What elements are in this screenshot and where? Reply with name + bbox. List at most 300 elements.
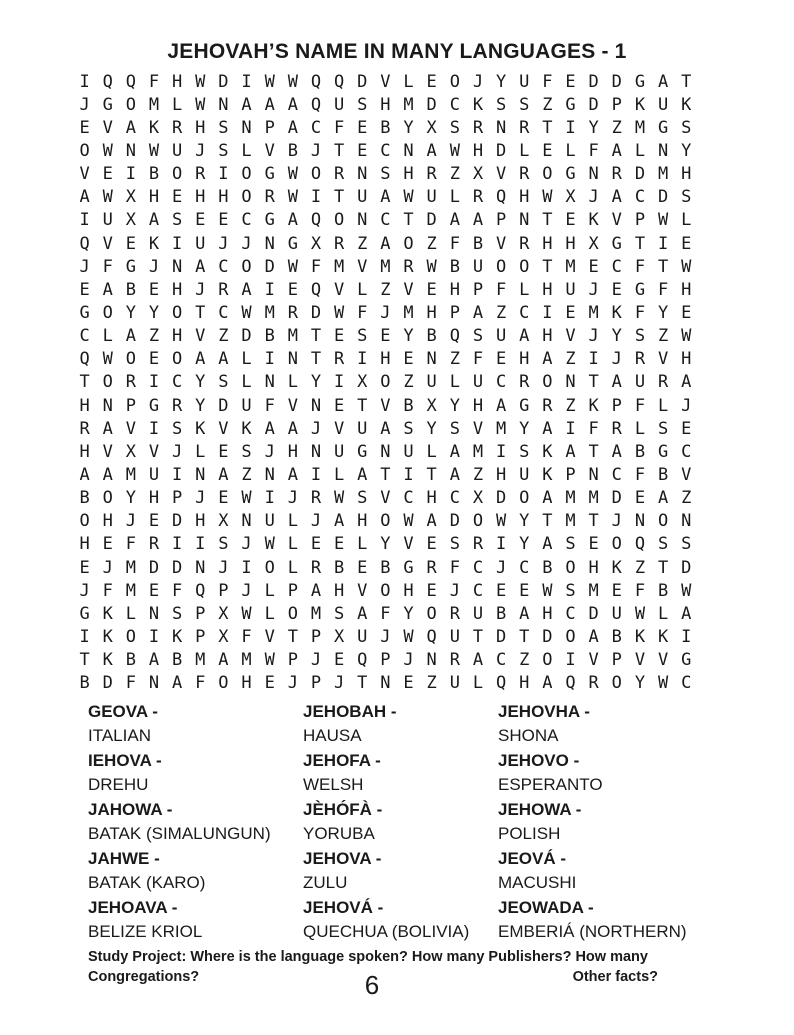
grid-letter[interactable]: G [657,441,669,462]
grid-letter[interactable]: W [403,511,414,532]
grid-letter[interactable]: R [472,534,484,555]
grid-letter[interactable]: V [333,279,345,300]
grid-letter[interactable]: J [681,395,692,416]
grid-letter[interactable]: Z [681,488,692,509]
grid-letter[interactable]: X [125,187,136,208]
grid-letter[interactable]: N [264,372,275,393]
grid-letter[interactable]: U [241,395,252,416]
grid-letter[interactable]: A [357,464,368,485]
grid-letter[interactable]: M [588,580,599,601]
grid-letter[interactable]: W [681,580,692,601]
grid-letter[interactable]: Q [79,349,90,370]
grid-letter[interactable]: L [195,441,206,462]
grid-letter[interactable]: G [125,256,136,277]
grid-letter[interactable]: Y [403,603,414,624]
grid-letter[interactable]: L [241,349,252,370]
grid-letter[interactable]: V [634,650,646,671]
grid-letter[interactable]: E [102,164,113,185]
grid-letter[interactable]: R [449,650,460,671]
grid-letter[interactable]: X [426,117,437,138]
grid-letter[interactable]: V [218,418,229,439]
grid-letter[interactable]: P [611,395,622,416]
grid-letter[interactable]: D [611,488,622,509]
grid-letter[interactable]: L [657,603,669,624]
grid-letter[interactable]: W [287,187,298,208]
grid-letter[interactable]: S [519,94,530,115]
grid-letter[interactable]: A [380,418,391,439]
grid-letter[interactable]: I [241,557,252,578]
grid-letter[interactable]: I [218,164,229,185]
grid-letter[interactable]: R [426,164,437,185]
grid-letter[interactable]: V [681,464,692,485]
grid-letter[interactable]: N [588,464,599,485]
grid-letter[interactable]: W [264,534,275,555]
grid-letter[interactable]: C [634,187,646,208]
grid-letter[interactable]: T [657,256,669,277]
grid-letter[interactable]: I [172,464,183,485]
grid-letter[interactable]: J [449,580,460,601]
grid-letter[interactable]: A [102,279,113,300]
grid-letter[interactable]: Y [195,395,206,416]
grid-letter[interactable]: D [657,187,669,208]
grid-letter[interactable]: H [426,488,437,509]
grid-letter[interactable]: K [634,626,646,647]
grid-letter[interactable]: C [380,140,391,161]
grid-letter[interactable]: J [495,557,507,578]
grid-letter[interactable]: H [380,349,391,370]
grid-letter[interactable]: J [79,580,90,601]
grid-letter[interactable]: A [472,302,484,323]
grid-letter[interactable]: A [611,187,622,208]
grid-letter[interactable]: L [102,326,113,347]
grid-letter[interactable]: A [449,441,460,462]
grid-letter[interactable]: F [657,279,669,300]
grid-letter[interactable]: Z [426,233,437,254]
grid-letter[interactable]: C [495,650,507,671]
grid-letter[interactable]: W [264,71,275,92]
grid-letter[interactable]: A [125,326,136,347]
grid-letter[interactable]: S [657,534,669,555]
grid-letter[interactable]: A [565,441,576,462]
grid-letter[interactable]: E [310,534,322,555]
grid-letter[interactable]: S [403,418,414,439]
grid-letter[interactable]: F [634,464,646,485]
grid-letter[interactable]: Y [449,395,460,416]
grid-letter[interactable]: F [542,71,553,92]
grid-letter[interactable]: Y [611,326,622,347]
grid-letter[interactable]: H [542,603,553,624]
grid-letter[interactable]: O [611,534,622,555]
grid-letter[interactable]: H [681,279,692,300]
grid-letter[interactable]: L [472,673,484,694]
grid-letter[interactable]: L [264,603,275,624]
grid-letter[interactable]: Z [218,326,229,347]
grid-letter[interactable]: I [195,534,206,555]
grid-letter[interactable]: H [519,673,530,694]
grid-letter[interactable]: A [287,117,298,138]
grid-letter[interactable]: A [542,534,553,555]
grid-letter[interactable]: U [333,441,345,462]
grid-letter[interactable]: L [519,279,530,300]
grid-letter[interactable]: A [611,441,622,462]
grid-letter[interactable]: C [565,603,576,624]
grid-letter[interactable]: M [380,256,391,277]
grid-letter[interactable]: T [588,372,599,393]
grid-letter[interactable]: O [310,164,322,185]
grid-letter[interactable]: R [519,372,530,393]
grid-letter[interactable]: W [449,140,460,161]
grid-letter[interactable]: E [264,673,275,694]
grid-letter[interactable]: N [195,557,206,578]
grid-letter[interactable]: X [310,233,322,254]
grid-letter[interactable]: Y [495,71,507,92]
grid-letter[interactable]: H [542,326,553,347]
grid-letter[interactable]: K [611,557,622,578]
grid-letter[interactable]: E [426,279,437,300]
grid-letter[interactable]: M [125,557,136,578]
grid-letter[interactable]: N [102,395,113,416]
grid-letter[interactable]: M [657,164,669,185]
grid-letter[interactable]: E [380,326,391,347]
grid-letter[interactable]: H [79,395,90,416]
grid-letter[interactable]: O [333,210,345,231]
grid-letter[interactable]: A [241,279,252,300]
grid-letter[interactable]: Y [519,418,530,439]
grid-letter[interactable]: C [79,326,90,347]
grid-letter[interactable]: I [565,117,576,138]
grid-letter[interactable]: F [102,256,113,277]
grid-letter[interactable]: W [148,140,160,161]
grid-letter[interactable]: I [588,349,599,370]
grid-letter[interactable]: M [148,94,160,115]
grid-letter[interactable]: A [264,418,275,439]
grid-letter[interactable]: L [403,71,414,92]
grid-letter[interactable]: S [218,117,229,138]
grid-letter[interactable]: A [380,187,391,208]
grid-letter[interactable]: K [542,464,553,485]
grid-letter[interactable]: A [125,117,136,138]
grid-letter[interactable]: E [681,302,692,323]
grid-letter[interactable]: A [241,94,252,115]
grid-letter[interactable]: Y [657,302,669,323]
grid-letter[interactable]: J [148,256,160,277]
grid-letter[interactable]: H [102,511,113,532]
grid-letter[interactable]: P [218,580,229,601]
grid-letter[interactable]: B [449,256,460,277]
grid-letter[interactable]: O [449,71,460,92]
grid-letter[interactable]: N [657,140,669,161]
grid-letter[interactable]: E [565,302,576,323]
grid-letter[interactable]: J [172,441,183,462]
grid-letter[interactable]: S [218,140,229,161]
grid-letter[interactable]: L [357,534,368,555]
grid-letter[interactable]: E [634,488,646,509]
grid-letter[interactable]: T [588,511,599,532]
grid-letter[interactable]: S [449,534,460,555]
grid-letter[interactable]: W [287,164,298,185]
grid-letter[interactable]: Z [148,326,160,347]
grid-letter[interactable]: K [657,626,669,647]
grid-letter[interactable]: N [426,349,437,370]
grid-letter[interactable]: R [218,279,229,300]
grid-letter[interactable]: U [102,210,113,231]
grid-letter[interactable]: J [218,557,229,578]
grid-letter[interactable]: I [172,534,183,555]
grid-letter[interactable]: Z [449,349,460,370]
grid-letter[interactable]: D [542,626,553,647]
grid-letter[interactable]: Z [565,349,576,370]
grid-letter[interactable]: T [657,557,669,578]
grid-letter[interactable]: V [380,488,391,509]
grid-letter[interactable]: C [611,464,622,485]
grid-letter[interactable]: L [241,372,252,393]
grid-letter[interactable]: H [519,349,530,370]
grid-letter[interactable]: Y [125,488,136,509]
grid-letter[interactable]: V [79,164,90,185]
grid-letter[interactable]: J [287,488,298,509]
grid-letter[interactable]: P [172,488,183,509]
grid-letter[interactable]: D [495,140,507,161]
grid-letter[interactable]: Y [634,673,646,694]
grid-letter[interactable]: A [287,418,298,439]
grid-letter[interactable]: B [657,464,669,485]
grid-letter[interactable]: N [218,94,229,115]
grid-letter[interactable]: J [287,673,298,694]
grid-letter[interactable]: J [588,279,599,300]
grid-letter[interactable]: S [495,94,507,115]
grid-letter[interactable]: I [79,626,90,647]
grid-letter[interactable]: D [495,626,507,647]
grid-letter[interactable]: E [79,557,90,578]
grid-letter[interactable]: R [588,673,599,694]
grid-letter[interactable]: I [657,233,669,254]
grid-letter[interactable]: Z [495,302,507,323]
grid-letter[interactable]: V [357,256,368,277]
grid-letter[interactable]: A [195,349,206,370]
grid-letter[interactable]: A [519,326,530,347]
grid-letter[interactable]: M [333,256,345,277]
grid-letter[interactable]: E [218,210,229,231]
grid-letter[interactable]: B [472,233,484,254]
grid-letter[interactable]: G [264,210,275,231]
grid-letter[interactable]: Z [449,164,460,185]
grid-letter[interactable]: R [172,395,183,416]
grid-letter[interactable]: S [218,534,229,555]
grid-letter[interactable]: E [611,580,622,601]
grid-letter[interactable]: B [79,673,90,694]
grid-letter[interactable]: L [125,603,136,624]
grid-letter[interactable]: B [426,326,437,347]
grid-letter[interactable]: U [657,94,669,115]
grid-letter[interactable]: G [565,164,576,185]
grid-letter[interactable]: Y [519,534,530,555]
grid-letter[interactable]: H [195,187,206,208]
grid-letter[interactable]: L [426,441,437,462]
grid-letter[interactable]: E [565,71,576,92]
grid-letter[interactable]: E [426,71,437,92]
grid-letter[interactable]: J [125,511,136,532]
grid-letter[interactable]: T [357,673,368,694]
grid-letter[interactable]: B [79,488,90,509]
grid-letter[interactable]: H [588,557,599,578]
grid-letter[interactable]: H [681,164,692,185]
grid-letter[interactable]: X [125,441,136,462]
grid-letter[interactable]: F [125,534,136,555]
grid-letter[interactable]: A [426,140,437,161]
grid-letter[interactable]: F [264,395,275,416]
grid-letter[interactable]: H [333,580,345,601]
grid-letter[interactable]: W [264,650,275,671]
grid-letter[interactable]: F [148,71,160,92]
grid-letter[interactable]: E [681,233,692,254]
grid-letter[interactable]: D [218,395,229,416]
grid-letter[interactable]: A [542,349,553,370]
grid-letter[interactable]: R [472,117,484,138]
grid-letter[interactable]: N [195,464,206,485]
grid-letter[interactable]: V [195,326,206,347]
grid-letter[interactable]: S [333,603,345,624]
grid-letter[interactable]: R [519,117,530,138]
grid-letter[interactable]: U [472,603,484,624]
grid-letter[interactable]: Z [426,673,437,694]
grid-letter[interactable]: V [102,233,113,254]
grid-letter[interactable]: N [241,117,252,138]
grid-letter[interactable]: C [449,94,460,115]
grid-letter[interactable]: J [611,349,622,370]
grid-letter[interactable]: S [634,326,646,347]
grid-letter[interactable]: J [333,673,345,694]
grid-letter[interactable]: W [634,603,646,624]
grid-letter[interactable]: U [357,626,368,647]
grid-letter[interactable]: X [472,164,484,185]
grid-letter[interactable]: W [287,71,298,92]
grid-letter[interactable]: Y [195,372,206,393]
grid-letter[interactable]: E [148,511,160,532]
grid-letter[interactable]: E [426,534,437,555]
grid-letter[interactable]: J [310,140,322,161]
grid-letter[interactable]: I [403,464,414,485]
grid-letter[interactable]: T [357,395,368,416]
grid-letter[interactable]: Z [542,94,553,115]
grid-letter[interactable]: U [519,71,530,92]
grid-letter[interactable]: J [102,557,113,578]
grid-letter[interactable]: J [403,650,414,671]
grid-letter[interactable]: K [542,441,553,462]
grid-letter[interactable]: D [310,302,322,323]
grid-letter[interactable]: K [472,94,484,115]
grid-letter[interactable]: N [634,511,646,532]
grid-letter[interactable]: H [495,464,507,485]
grid-letter[interactable]: H [79,534,90,555]
grid-letter[interactable]: L [241,140,252,161]
grid-letter[interactable]: R [519,164,530,185]
grid-letter[interactable]: V [611,210,622,231]
grid-letter[interactable]: A [449,464,460,485]
grid-letter[interactable]: Y [519,511,530,532]
grid-letter[interactable]: E [148,580,160,601]
grid-letter[interactable]: E [357,557,368,578]
grid-letter[interactable]: P [195,626,206,647]
grid-letter[interactable]: Y [380,534,391,555]
grid-letter[interactable]: E [495,580,507,601]
grid-letter[interactable]: O [657,511,669,532]
grid-letter[interactable]: K [634,94,646,115]
grid-letter[interactable]: H [148,187,160,208]
grid-letter[interactable]: R [611,164,622,185]
grid-letter[interactable]: S [519,441,530,462]
grid-letter[interactable]: N [380,673,391,694]
grid-letter[interactable]: W [542,187,553,208]
grid-letter[interactable]: Y [310,372,322,393]
grid-letter[interactable]: O [542,164,553,185]
grid-letter[interactable]: F [125,673,136,694]
grid-letter[interactable]: N [357,210,368,231]
grid-letter[interactable]: V [403,534,414,555]
grid-letter[interactable]: G [565,94,576,115]
grid-letter[interactable]: H [241,673,252,694]
grid-letter[interactable]: I [681,626,692,647]
grid-letter[interactable]: V [148,441,160,462]
grid-letter[interactable]: S [681,187,692,208]
grid-letter[interactable]: Q [634,534,646,555]
grid-letter[interactable]: W [426,256,437,277]
grid-letter[interactable]: R [634,349,646,370]
grid-letter[interactable]: W [102,140,113,161]
grid-letter[interactable]: H [542,279,553,300]
grid-letter[interactable]: R [472,187,484,208]
grid-letter[interactable]: T [333,187,345,208]
grid-letter[interactable]: N [172,256,183,277]
grid-letter[interactable]: G [681,650,692,671]
grid-letter[interactable]: L [264,580,275,601]
grid-letter[interactable]: F [449,233,460,254]
grid-letter[interactable]: A [310,580,322,601]
grid-letter[interactable]: A [380,233,391,254]
grid-letter[interactable]: I [565,650,576,671]
grid-letter[interactable]: V [472,418,484,439]
grid-letter[interactable]: O [125,94,136,115]
grid-letter[interactable]: E [148,279,160,300]
grid-letter[interactable]: H [403,164,414,185]
grid-letter[interactable]: E [172,187,183,208]
grid-letter[interactable]: P [380,650,391,671]
grid-letter[interactable]: R [172,117,183,138]
grid-letter[interactable]: A [102,464,113,485]
grid-letter[interactable]: Q [565,673,576,694]
grid-letter[interactable]: B [287,140,298,161]
grid-letter[interactable]: N [357,164,368,185]
grid-letter[interactable]: M [403,302,414,323]
grid-letter[interactable]: R [542,395,553,416]
grid-letter[interactable]: A [218,650,229,671]
grid-letter[interactable]: N [310,441,322,462]
grid-letter[interactable]: T [519,626,530,647]
grid-letter[interactable]: O [172,302,183,323]
grid-letter[interactable]: Z [519,650,530,671]
grid-letter[interactable]: E [333,534,345,555]
grid-letter[interactable]: A [542,673,553,694]
grid-letter[interactable]: B [634,441,646,462]
grid-letter[interactable]: P [634,210,646,231]
grid-letter[interactable]: P [310,626,322,647]
grid-letter[interactable]: I [148,626,160,647]
grid-letter[interactable]: E [495,349,507,370]
grid-letter[interactable]: X [218,603,229,624]
grid-letter[interactable]: O [125,349,136,370]
grid-letter[interactable]: S [357,488,368,509]
grid-letter[interactable]: X [565,187,576,208]
grid-letter[interactable]: W [495,511,507,532]
